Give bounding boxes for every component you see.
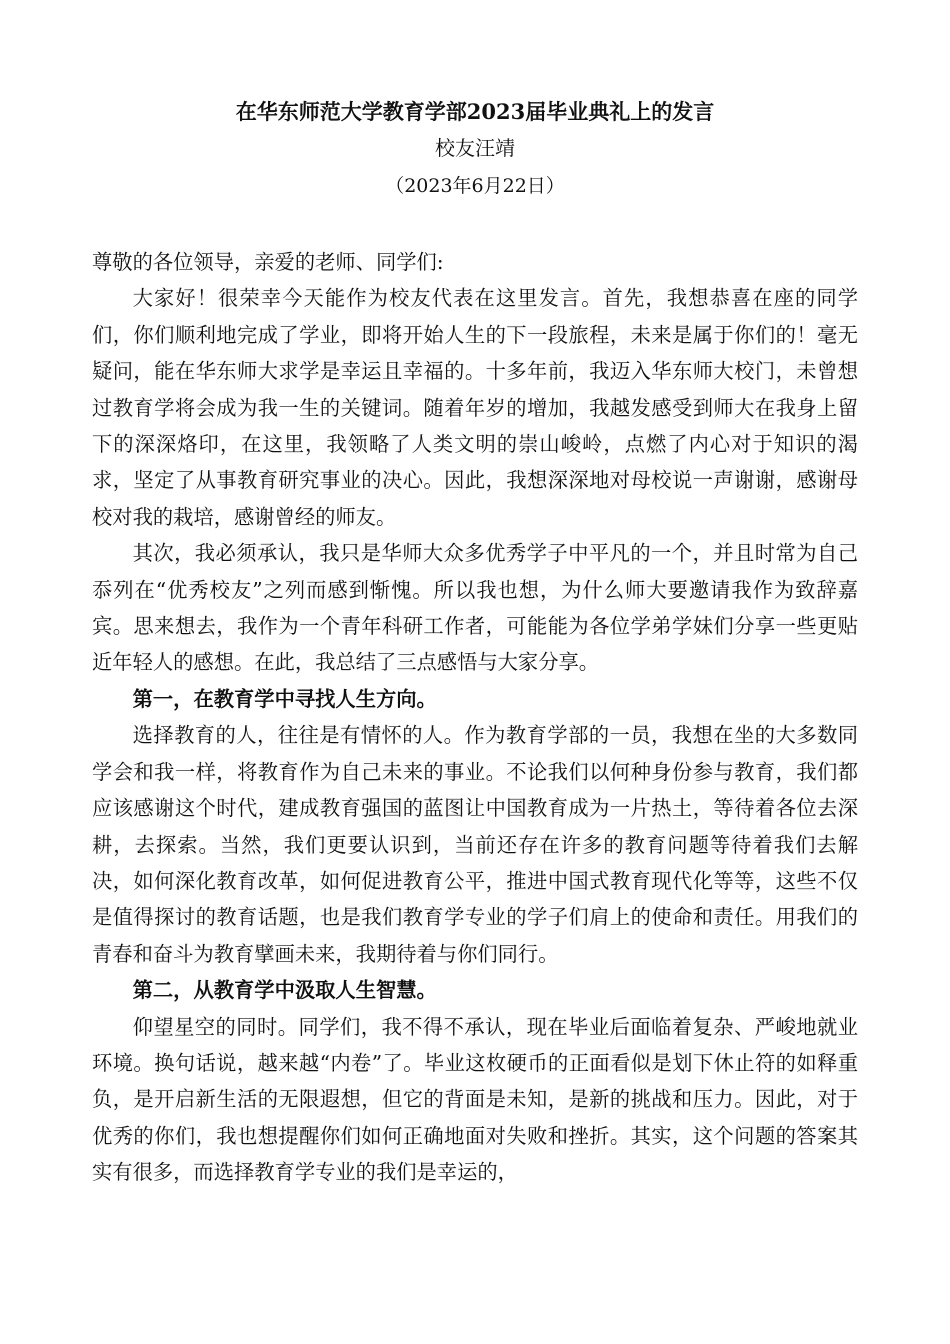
speech-body — [92, 244, 858, 1191]
greeting: 尊敬的各位领导，亲爱的老师、同学们: — [92, 250, 444, 274]
paragraph-second: 其次，我必须承认，我只是华师大众多优秀学子中平凡的一个，并且时常为自己忝列在“优秀校友”之列而感到惭愧。所以我也想，为什么师大要邀请我作为致辞嘉宾。思来想去，我作为一个青年科研工作者，可能能为各位学弟学妹们分享一些更贴近年轻人的感想。在此，我总结了三点感悟与大家分享。 — [92, 541, 858, 675]
paragraph-opening: 大家好！很荣幸今天能作为校友代表在这里发言。首先，我想恭喜在座的同学们，你们顺利地完成了学业，即将开始人生的下一段旅程，未来是属于你们的！毫无疑问，能在华东师大求学是幸运且幸福的。十多年前，我迈入华东师大校门，未曾想过教育学将会成为我一生的关键词。随着年岁的增加，我越发感受到师大在我身上留下的深深烙印，在这里，我领略了人类文明的崇山峻岭，点燃了内心对于知识的渴求，坚定了从事教育研究事业的决心。因此，我想深深地对母校说一声谢谢，感谢母校对我的栽培，感谢曾经的师友。 — [92, 286, 858, 529]
section-heading-1: 第一，在教育学中寻找人生方向。 — [132, 686, 437, 711]
section-1-paragraph: 选择教育的人，往往是有情怀的人。作为教育学部的一员，我想在坐的大多数同学会和我一样，将教育作为自己未来的事业。不论我们以何种身份参与教育，我们都应该感谢这个时代，建成教育强国的蓝图让中国教育成为一片热土，等待着各位去深耕，去探索。当然，我们更要认识到，当前还存在许多的教育问题等待着我们去解决，如何深化教育改革，如何促进教育公平，推进中国式教育现代化等等，这些不仅是值得探讨的教育话题，也是我们教育学专业的学子们肩上的使命和责任。用我们的青春和奋斗为教育擘画未来，我期待着与你们同行。 — [92, 723, 858, 966]
section-2-paragraph: 仰望星空的同时。同学们，我不得不承认，现在毕业后面临着复杂、严峻地就业环境。换句话说，越来越“内卷”了。毕业这枚硬币的正面看似是划下休止符的如释重负，是开启新生活的无限遐想，但它的背面是未知，是新的挑战和压力。因此，对于优秀的你们，我也想提醒你们如何正确地面对失败和挫折。其实，这个问题的答案其实有很多，而选择教育学专业的我们是幸运的， — [92, 1014, 858, 1185]
date-line: （2023年6月22日） — [385, 175, 565, 197]
author-line: 校友汪靖 — [435, 136, 515, 160]
document-title: 在华东师范大学教育学部2023届毕业典礼上的发言 — [235, 99, 715, 124]
section-heading-2: 第二，从教育学中汲取人生智慧。 — [132, 978, 437, 1003]
